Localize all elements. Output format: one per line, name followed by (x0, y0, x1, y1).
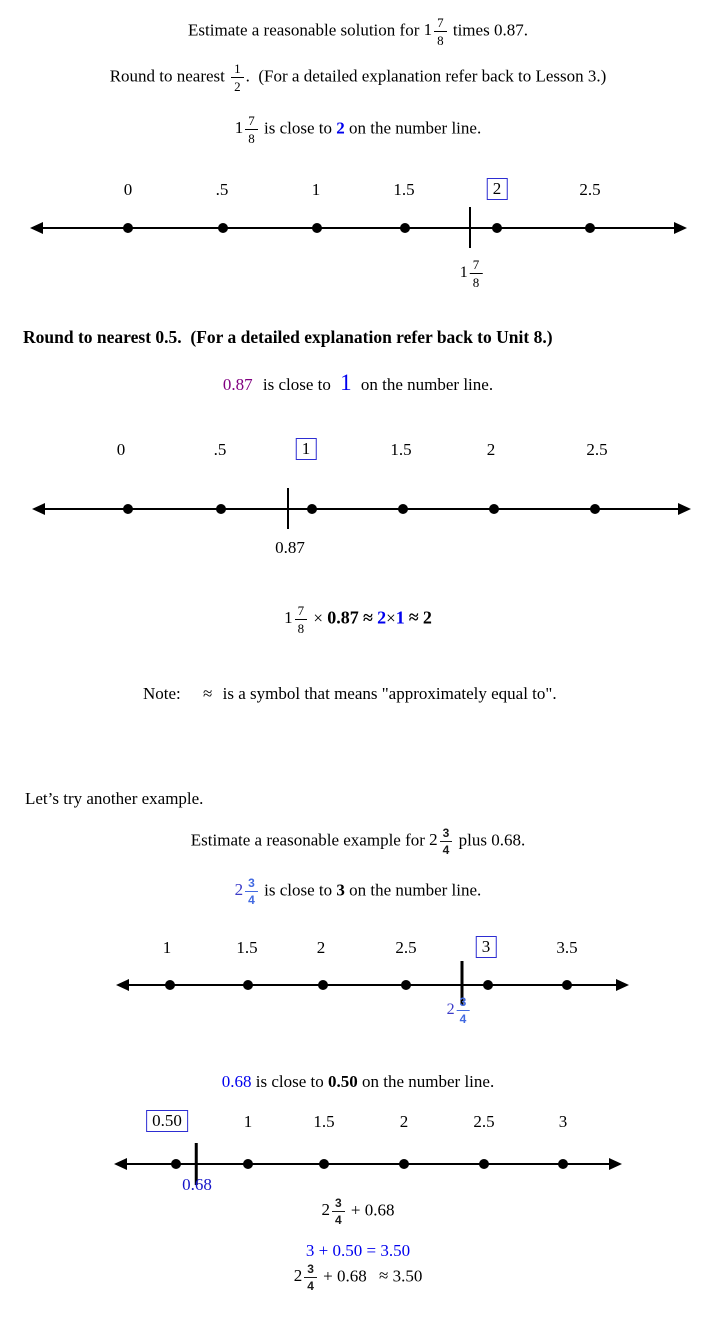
right-arrow-icon (678, 503, 691, 515)
whole-number: 2 (429, 830, 438, 850)
point-dot (319, 1159, 329, 1169)
tick-label: 2.5 (473, 1112, 495, 1131)
tick-label: 3 (558, 1112, 568, 1131)
close-mid-text: is close to (262, 375, 331, 394)
whole-number: 2 (321, 1200, 330, 1220)
tick-label: 3.5 (556, 938, 578, 957)
rounded-value: 2 (336, 118, 345, 138)
title-line (0, 16, 716, 47)
estimation-equation (0, 604, 716, 635)
closeness-statement-4 (0, 1072, 716, 1092)
numerator: 7 (434, 16, 447, 32)
boxed-tick-label: 0.50 (146, 1110, 188, 1132)
fraction-7-8 (245, 114, 258, 145)
times-operator: × (386, 608, 396, 628)
approx-symbol: ≈ (362, 607, 373, 628)
mixed-number-1-7-8 (423, 15, 449, 48)
times-operator: × (313, 608, 323, 628)
closeness-statement-1 (0, 114, 716, 145)
value-tick-mark (469, 207, 471, 248)
addend-value: 0.68 (364, 1200, 395, 1220)
fraction-1-2 (231, 62, 244, 93)
tick-label: 2.5 (579, 180, 601, 199)
note-label: Note: (143, 684, 181, 703)
axis-line (42, 508, 680, 510)
point-dot (400, 223, 410, 233)
final-approximation (0, 1263, 716, 1292)
title-suffix: times 0.87. (452, 20, 528, 40)
plus-operator: + (350, 1200, 361, 1220)
whole-number: 2 (234, 880, 244, 900)
point-dot (307, 504, 317, 514)
tick-label: 1.5 (393, 180, 415, 199)
estimate-sum-line: 3 + 0.50 = 3.50 (305, 1241, 411, 1260)
point-dot (123, 504, 133, 514)
numerator: 3 (457, 996, 470, 1011)
result-value: 3.50 (392, 1266, 423, 1286)
left-arrow-icon (114, 1158, 127, 1170)
boxed-tick-label: 3 (476, 936, 497, 958)
axis-line (40, 227, 676, 229)
numerator: 3 (304, 1263, 317, 1278)
point-dot (492, 223, 502, 233)
marker-label-0-87: 0.87 (275, 538, 305, 557)
tick-label: 1 (162, 938, 172, 957)
boxed-tick-label: 2 (487, 178, 508, 200)
point-dot (399, 1159, 409, 1169)
tick-label: .5 (215, 180, 229, 199)
whole-number: 1 (284, 608, 293, 628)
number-line-1 (0, 172, 716, 307)
close-suffix-text: on the number line. (360, 375, 494, 394)
whole-number: 2 (293, 1266, 303, 1286)
plus-operator: + (323, 1266, 333, 1286)
tick-label: 2.5 (586, 440, 608, 459)
mixed-number-1-7-8 (234, 113, 260, 146)
left-arrow-icon (32, 503, 45, 515)
value-tick-mark (287, 488, 289, 529)
tick-label: 1.5 (390, 440, 412, 459)
point-dot (243, 1159, 253, 1169)
problem-statement-2 (0, 827, 716, 856)
round-instruction-line (0, 62, 716, 93)
decimal-value: 0.87 (222, 375, 253, 394)
approx-symbol: ≈ (203, 684, 213, 703)
close-suffix-text: on the number line. (349, 880, 482, 900)
rounded-value: 0.50 (328, 1072, 358, 1091)
tick-label: 0 (116, 440, 126, 459)
numerator: 1 (231, 62, 244, 78)
denominator: 4 (248, 893, 255, 907)
marker-label-2-3-4 (447, 996, 472, 1025)
tick-label: 2 (486, 440, 496, 459)
point-dot (590, 504, 600, 514)
point-dot (489, 504, 499, 514)
numerator: 7 (470, 258, 483, 274)
decimal-value: 0.68 (221, 1072, 252, 1091)
point-dot (585, 223, 595, 233)
closeness-statement-2 (0, 370, 716, 396)
whole-number: 1 (234, 118, 244, 138)
approx-symbol: ≈ (408, 607, 419, 628)
point-dot (218, 223, 228, 233)
tick-label: .5 (213, 440, 227, 459)
tick-label: 0 (123, 180, 133, 199)
mixed-number-2-3-4 (293, 1262, 319, 1293)
fraction-3-4 (457, 996, 470, 1025)
point-dot (479, 1159, 489, 1169)
fraction-3-4 (304, 1263, 317, 1292)
point-dot (318, 980, 328, 990)
close-mid-text: is close to (264, 880, 333, 900)
example-intro: Let’s try another example. (25, 789, 204, 808)
point-dot (398, 504, 408, 514)
point-dot (312, 223, 322, 233)
close-mid-text: is close to (255, 1072, 324, 1091)
result-value: 2 (422, 607, 432, 628)
numerator: 7 (295, 604, 308, 620)
factor-value: 0.87 (327, 607, 359, 628)
mixed-number-2-3-4 (234, 876, 260, 907)
left-arrow-icon (116, 979, 129, 991)
tick-label: 1.5 (313, 1112, 335, 1131)
tick-label: 1.5 (236, 938, 258, 957)
close-mid-text: is close to (264, 118, 333, 138)
point-dot (216, 504, 226, 514)
marker-label-1-7-8 (460, 258, 485, 289)
right-arrow-icon (616, 979, 629, 991)
point-dot (165, 980, 175, 990)
problem-suffix: plus 0.68. (458, 830, 526, 850)
fraction-3-4 (440, 827, 453, 856)
whole-number: 2 (446, 1001, 455, 1019)
number-line-2 (0, 430, 716, 570)
estimate-b: 1 (395, 607, 405, 628)
right-arrow-icon (674, 222, 687, 234)
denominator: 2 (234, 79, 241, 94)
numerator: 3 (332, 1197, 345, 1212)
axis-line (126, 984, 618, 986)
rounded-value: 1 (340, 370, 352, 395)
numerator: 3 (440, 827, 453, 842)
denominator: 8 (248, 131, 255, 146)
fraction-3-4 (245, 877, 258, 906)
number-line-3 (0, 930, 716, 1045)
point-dot (123, 223, 133, 233)
round-suffix: . (For a detailed explanation refer back to Lesson 3.) (245, 66, 607, 86)
rounded-value: 3 (336, 880, 345, 900)
fraction-7-8 (470, 258, 483, 289)
point-dot (401, 980, 411, 990)
title-prefix: Estimate a reasonable solution for (188, 20, 420, 40)
point-dot (171, 1159, 181, 1169)
note-text: is a symbol that means "approximately equal to". (222, 684, 557, 703)
round-heading-2: Round to nearest 0.5. (For a detailed explanation refer back to Unit 8.) (23, 327, 553, 347)
numerator: 7 (245, 114, 258, 130)
note-line (143, 684, 703, 704)
closeness-statement-3 (0, 877, 716, 906)
mixed-number-1-7-8 (284, 603, 309, 636)
approx-symbol: ≈ (378, 1266, 389, 1286)
tick-label: 1 (311, 180, 321, 199)
point-dot (483, 980, 493, 990)
sum-expression (0, 1197, 716, 1226)
close-suffix-text: on the number line. (349, 118, 482, 138)
fraction-3-4 (332, 1197, 345, 1226)
tick-label: 2 (399, 1112, 409, 1131)
problem-prefix: Estimate a reasonable example for (190, 830, 425, 850)
tick-label: 2.5 (395, 938, 417, 957)
fraction-7-8 (295, 604, 308, 635)
whole-number: 1 (423, 20, 433, 40)
number-line-4 (0, 1105, 716, 1205)
denominator: 4 (459, 1012, 467, 1026)
denominator: 4 (307, 1279, 314, 1293)
marker-label-0-68: 0.68 (182, 1175, 212, 1194)
denominator: 4 (442, 843, 450, 857)
denominator: 8 (472, 275, 480, 290)
denominator: 4 (334, 1213, 342, 1227)
tick-label: 1 (243, 1112, 253, 1131)
whole-number: 1 (459, 264, 468, 282)
fraction-7-8 (434, 16, 447, 47)
left-arrow-icon (30, 222, 43, 234)
mixed-number-2-3-4 (321, 1196, 346, 1227)
point-dot (562, 980, 572, 990)
mixed-number-2-3-4 (429, 826, 454, 857)
denominator: 8 (437, 33, 444, 48)
addend-value: 0.68 (336, 1266, 367, 1286)
close-suffix-text: on the number line. (362, 1072, 495, 1091)
denominator: 8 (297, 621, 305, 636)
estimate-a: 2 (377, 607, 387, 628)
point-dot (243, 980, 253, 990)
round-prefix: Round to nearest (109, 66, 225, 86)
tick-label: 2 (316, 938, 326, 957)
point-dot (558, 1159, 568, 1169)
boxed-tick-label: 1 (296, 438, 317, 460)
right-arrow-icon (609, 1158, 622, 1170)
numerator: 3 (245, 877, 258, 892)
